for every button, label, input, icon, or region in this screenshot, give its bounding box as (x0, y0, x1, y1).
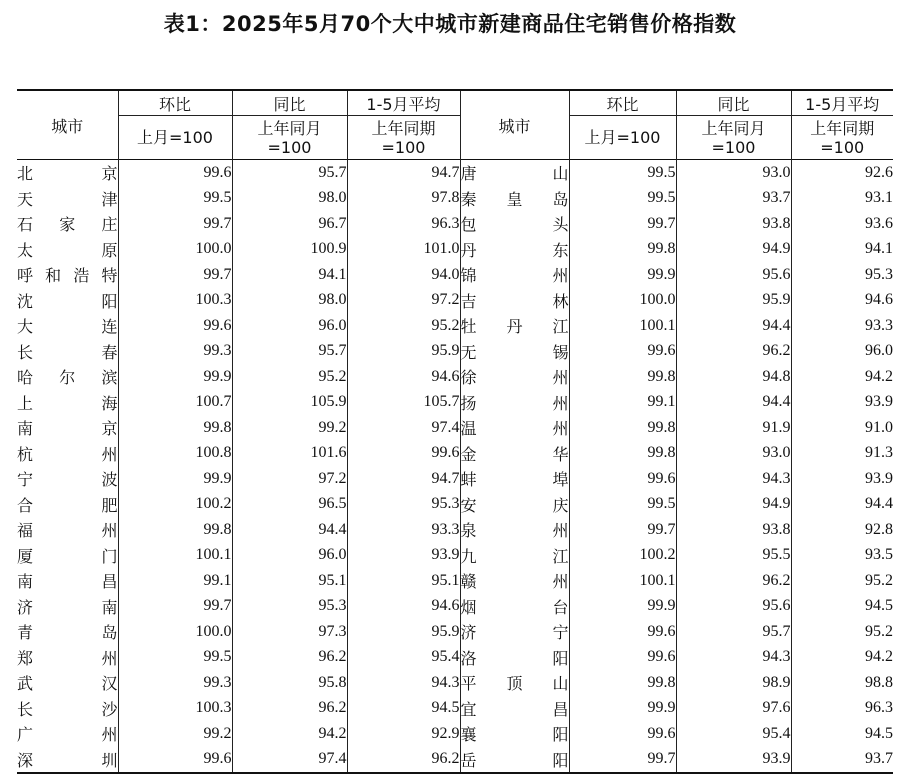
yoy-value-left: 100.9 (232, 237, 347, 263)
city-label: 南昌 (17, 572, 118, 592)
yoy-value-right: 93.7 (676, 186, 791, 212)
city-label: 烟台 (460, 597, 569, 617)
city-label: 厦门 (17, 546, 118, 566)
city-name-right (460, 492, 569, 518)
avg-base-line1: 上年同期 (371, 118, 436, 138)
city-label: 长春 (17, 342, 118, 362)
avg-value-right: 94.4 (865, 495, 893, 513)
mom-value-right: 99.8 (569, 415, 676, 441)
avg-value-right: 95.2 (865, 571, 893, 589)
city-column-header: 城市 (460, 90, 569, 160)
mom-value-left: 99.7 (118, 594, 232, 620)
yoy-value-left: 105.9 (232, 390, 347, 416)
city-label: 九江 (460, 546, 569, 566)
avg-value-left: 97.2 (347, 288, 460, 314)
table-row (17, 390, 893, 416)
yoy-value-right: 95.6 (676, 594, 791, 620)
yoy-value-left: 95.8 (232, 670, 347, 696)
city-name-left (17, 288, 118, 314)
table-row (17, 568, 893, 594)
mom-value-left: 99.2 (118, 721, 232, 747)
yoy-value-left: 95.7 (232, 339, 347, 365)
yoy-value-right: 97.6 (676, 696, 791, 722)
avg-value-left: 94.6 (347, 364, 460, 390)
table-row (17, 313, 893, 339)
city-label: 合肥 (17, 495, 118, 515)
yoy-value-left: 96.5 (232, 492, 347, 518)
city-label: 安庆 (460, 495, 569, 515)
yoy-value-left: 95.1 (232, 568, 347, 594)
city-name-left (17, 262, 118, 288)
mom-value-right: 99.7 (569, 747, 676, 774)
avg-value-right: 94.1 (865, 240, 893, 258)
yoy-value-left: 97.2 (232, 466, 347, 492)
yoy-value-right: 94.3 (676, 466, 791, 492)
mom-value-left: 99.3 (118, 339, 232, 365)
mom-value-right: 99.6 (569, 721, 676, 747)
city-label: 上海 (17, 393, 118, 413)
mom-value-left: 99.5 (118, 186, 232, 212)
city-name-right (460, 288, 569, 314)
yoy-value-right: 93.8 (676, 517, 791, 543)
mom-value-right: 99.8 (569, 441, 676, 467)
yoy-base-line2: =100 (711, 137, 756, 157)
avg-value-left: 96.2 (347, 747, 460, 774)
avg-value-left: 95.9 (347, 619, 460, 645)
city-name-right (460, 543, 569, 569)
yoy-value-right: 94.4 (676, 313, 791, 339)
mom-value-right: 100.1 (569, 568, 676, 594)
city-label: 呼和浩特 (17, 266, 118, 286)
mom-value-right: 99.9 (569, 262, 676, 288)
city-name-right (460, 237, 569, 263)
city-label: 洛阳 (460, 648, 569, 668)
mom-value-right: 99.9 (569, 696, 676, 722)
avg-value-left: 92.9 (347, 721, 460, 747)
city-label: 哈尔滨 (17, 368, 118, 388)
yoy-column-header: 同比 (232, 90, 347, 116)
yoy-value-right: 91.9 (676, 415, 791, 441)
yoy-value-left: 101.6 (232, 441, 347, 467)
city-name-left (17, 211, 118, 237)
table-row (17, 517, 893, 543)
city-name-left (17, 441, 118, 467)
table-row (17, 645, 893, 671)
mom-value-left: 99.6 (118, 313, 232, 339)
table-row (17, 415, 893, 441)
mom-value-left: 100.3 (118, 288, 232, 314)
avg-value-right: 91.0 (865, 418, 893, 436)
yoy-value-right: 93.8 (676, 211, 791, 237)
city-name-right (460, 645, 569, 671)
yoy-value-left: 94.2 (232, 721, 347, 747)
mom-value-left: 100.1 (118, 543, 232, 569)
city-name-left (17, 313, 118, 339)
mom-value-right: 100.2 (569, 543, 676, 569)
city-column-header: 城市 (17, 90, 118, 160)
city-name-left (17, 364, 118, 390)
city-label: 天津 (17, 189, 118, 209)
city-name-left (17, 568, 118, 594)
city-label: 丹东 (460, 240, 569, 260)
city-label: 太原 (17, 240, 118, 260)
mom-value-left: 100.0 (118, 619, 232, 645)
yoy-value-left: 98.0 (232, 186, 347, 212)
avg-value-right: 93.9 (865, 393, 893, 411)
yoy-value-left: 96.7 (232, 211, 347, 237)
yoy-value-left: 96.0 (232, 313, 347, 339)
avg-value-left: 95.3 (347, 492, 460, 518)
mom-value-right: 99.6 (569, 466, 676, 492)
avg-value-left: 94.3 (347, 670, 460, 696)
yoy-base-label (232, 116, 347, 160)
mom-value-right: 99.6 (569, 339, 676, 365)
avg-value-left: 94.7 (347, 160, 460, 186)
table-row (17, 466, 893, 492)
city-label: 青岛 (17, 623, 118, 643)
mom-value-right: 99.5 (569, 160, 676, 186)
city-label: 锦州 (460, 266, 569, 286)
table-row (17, 288, 893, 314)
yoy-value-right: 98.9 (676, 670, 791, 696)
mom-value-left: 99.8 (118, 517, 232, 543)
mom-value-right: 99.6 (569, 645, 676, 671)
mom-value-right: 99.7 (569, 517, 676, 543)
mom-value-left: 100.2 (118, 492, 232, 518)
city-label: 徐州 (460, 368, 569, 388)
avg-value-right: 93.3 (865, 316, 893, 334)
avg-value-right: 95.2 (865, 622, 893, 640)
city-name-left (17, 415, 118, 441)
city-name-left (17, 237, 118, 263)
avg-value-right: 95.3 (865, 265, 893, 283)
city-name-right (460, 390, 569, 416)
yoy-value-left: 95.2 (232, 364, 347, 390)
table-row (17, 186, 893, 212)
city-label: 杭州 (17, 444, 118, 464)
table-header (17, 90, 893, 160)
city-label: 济南 (17, 597, 118, 617)
avg-value-left: 96.3 (347, 211, 460, 237)
city-name-left (17, 594, 118, 620)
avg-value-left: 105.7 (347, 390, 460, 416)
avg-value-left: 94.6 (347, 594, 460, 620)
avg-value-left: 97.8 (347, 186, 460, 212)
city-name-right (460, 568, 569, 594)
city-label: 宜昌 (460, 699, 569, 719)
yoy-base-line1: 上年同月 (257, 118, 322, 138)
page-title: 表1：2025年5月70个大中城市新建商品住宅销售价格指数 (163, 12, 737, 36)
mom-value-right: 99.5 (569, 492, 676, 518)
avg-value-right: 94.5 (865, 597, 893, 615)
table-row (17, 441, 893, 467)
city-name-right (460, 211, 569, 237)
avg-value-right: 96.3 (865, 699, 893, 717)
avg-value-right: 96.0 (865, 342, 893, 360)
yoy-value-right: 93.0 (676, 441, 791, 467)
avg-base-line2: =100 (381, 137, 426, 157)
avg-base-label (347, 116, 460, 160)
mom-value-left: 99.9 (118, 466, 232, 492)
avg-value-right: 93.9 (865, 469, 893, 487)
avg-value-right: 94.5 (865, 724, 893, 742)
yoy-value-right: 94.4 (676, 390, 791, 416)
city-name-left (17, 186, 118, 212)
yoy-value-right: 94.8 (676, 364, 791, 390)
city-name-right (460, 364, 569, 390)
table-row (17, 670, 893, 696)
yoy-value-right: 95.4 (676, 721, 791, 747)
yoy-value-right: 94.9 (676, 492, 791, 518)
yoy-value-left: 98.0 (232, 288, 347, 314)
yoy-value-right: 94.9 (676, 237, 791, 263)
city-label: 南京 (17, 419, 118, 439)
avg-value-right: 93.7 (791, 747, 893, 774)
avg-base-line1: 上年同期 (810, 118, 875, 138)
city-name-left (17, 339, 118, 365)
city-label: 无锡 (460, 342, 569, 362)
yoy-value-right: 95.6 (676, 262, 791, 288)
city-label: 宁波 (17, 470, 118, 490)
avg-value-left: 95.1 (347, 568, 460, 594)
mom-value-left: 100.8 (118, 441, 232, 467)
yoy-value-right: 95.7 (676, 619, 791, 645)
city-label: 岳阳 (460, 750, 569, 770)
city-label: 广州 (17, 725, 118, 745)
mom-value-right: 99.8 (569, 364, 676, 390)
mom-base-label: 上月=100 (569, 116, 676, 160)
mom-value-left: 99.3 (118, 670, 232, 696)
avg-column-header: 1-5月平均 (791, 90, 893, 116)
table-row (17, 160, 893, 186)
city-name-right (460, 466, 569, 492)
table-row (17, 364, 893, 390)
table-row (17, 721, 893, 747)
avg-value-right: 98.8 (865, 673, 893, 691)
avg-value-right: 93.6 (865, 214, 893, 232)
avg-value-right: 94.6 (865, 291, 893, 309)
yoy-value-left: 99.2 (232, 415, 347, 441)
avg-value-left: 93.9 (347, 543, 460, 569)
mom-value-left: 99.8 (118, 415, 232, 441)
city-label: 大连 (17, 317, 118, 337)
yoy-value-left: 94.4 (232, 517, 347, 543)
city-name-left (17, 517, 118, 543)
city-label: 秦皇岛 (460, 189, 569, 209)
avg-value-right: 93.5 (865, 546, 893, 564)
mom-value-right: 99.8 (569, 670, 676, 696)
city-name-left (17, 492, 118, 518)
avg-value-right: 94.2 (865, 648, 893, 666)
city-label: 济宁 (460, 623, 569, 643)
mom-value-left: 100.3 (118, 696, 232, 722)
yoy-value-right: 95.5 (676, 543, 791, 569)
mom-value-left: 99.6 (118, 747, 232, 774)
mom-column-header: 环比 (569, 90, 676, 116)
yoy-value-right: 94.3 (676, 645, 791, 671)
city-label: 泉州 (460, 521, 569, 541)
city-name-left (17, 466, 118, 492)
city-name-right (460, 696, 569, 722)
city-label: 扬州 (460, 393, 569, 413)
yoy-base-line1: 上年同月 (701, 118, 766, 138)
table-row (17, 492, 893, 518)
avg-base-line2: =100 (820, 137, 865, 157)
city-label: 福州 (17, 521, 118, 541)
table-body (17, 160, 893, 774)
table-row (17, 237, 893, 263)
mom-column-header: 环比 (118, 90, 232, 116)
city-label: 唐山 (460, 164, 569, 184)
yoy-value-left: 97.4 (232, 747, 347, 774)
city-label: 赣州 (460, 572, 569, 592)
yoy-value-left: 96.2 (232, 696, 347, 722)
city-name-left (17, 721, 118, 747)
avg-value-left: 99.6 (347, 441, 460, 467)
avg-value-right: 91.3 (865, 444, 893, 462)
city-name-left (17, 696, 118, 722)
yoy-value-right: 96.2 (676, 568, 791, 594)
city-label: 襄阳 (460, 725, 569, 745)
mom-base-label: 上月=100 (118, 116, 232, 160)
city-label: 长沙 (17, 699, 118, 719)
avg-value-left: 95.4 (347, 645, 460, 671)
city-label: 沈阳 (17, 291, 118, 311)
avg-base-label (791, 116, 893, 160)
mom-value-left: 99.7 (118, 262, 232, 288)
mom-value-left: 100.7 (118, 390, 232, 416)
table-row (17, 594, 893, 620)
city-name-right (460, 619, 569, 645)
table-row (17, 262, 893, 288)
city-label: 平顶山 (460, 674, 569, 694)
city-name-right (460, 594, 569, 620)
yoy-value-left: 97.3 (232, 619, 347, 645)
city-name-right (460, 313, 569, 339)
avg-value-right: 94.2 (865, 367, 893, 385)
yoy-base-line2: =100 (267, 137, 312, 157)
city-name-right (460, 262, 569, 288)
city-label: 金华 (460, 444, 569, 464)
mom-value-left: 99.1 (118, 568, 232, 594)
mom-value-left: 99.7 (118, 211, 232, 237)
table-row (17, 619, 893, 645)
city-name-right (460, 747, 569, 774)
table-row (17, 543, 893, 569)
mom-value-right: 100.1 (569, 313, 676, 339)
yoy-column-header: 同比 (676, 90, 791, 116)
city-name-right (460, 160, 569, 186)
city-label: 石家庄 (17, 215, 118, 235)
city-label: 蚌埠 (460, 470, 569, 490)
city-name-left (17, 543, 118, 569)
mom-value-left: 99.5 (118, 645, 232, 671)
mom-value-left: 100.0 (118, 237, 232, 263)
yoy-value-right: 93.9 (676, 747, 791, 774)
city-name-right (460, 441, 569, 467)
avg-value-left: 94.0 (347, 262, 460, 288)
price-index-table (17, 89, 893, 774)
city-label: 郑州 (17, 648, 118, 668)
city-name-left (17, 670, 118, 696)
table-row (17, 339, 893, 365)
city-label: 温州 (460, 419, 569, 439)
mom-value-right: 99.1 (569, 390, 676, 416)
city-name-left (17, 619, 118, 645)
avg-value-left: 95.2 (347, 313, 460, 339)
city-name-right (460, 670, 569, 696)
yoy-base-label (676, 116, 791, 160)
city-name-left (17, 390, 118, 416)
city-label: 包头 (460, 215, 569, 235)
avg-value-right: 92.8 (865, 520, 893, 538)
avg-column-header: 1-5月平均 (347, 90, 460, 116)
table-row (17, 211, 893, 237)
avg-value-right: 93.1 (865, 189, 893, 207)
mom-value-right: 99.9 (569, 594, 676, 620)
city-name-left (17, 160, 118, 186)
city-name-right (460, 415, 569, 441)
avg-value-left: 93.3 (347, 517, 460, 543)
city-name-right (460, 517, 569, 543)
yoy-value-right: 96.2 (676, 339, 791, 365)
avg-value-right: 92.6 (865, 163, 893, 181)
city-label: 牡丹江 (460, 317, 569, 337)
mom-value-left: 99.6 (118, 160, 232, 186)
table-row (17, 747, 893, 774)
yoy-value-left: 96.2 (232, 645, 347, 671)
avg-value-left: 94.7 (347, 466, 460, 492)
city-name-left (17, 645, 118, 671)
avg-value-left: 94.5 (347, 696, 460, 722)
city-name-right (460, 186, 569, 212)
city-name-left (17, 747, 118, 774)
avg-value-left: 101.0 (347, 237, 460, 263)
mom-value-left: 99.9 (118, 364, 232, 390)
yoy-value-left: 94.1 (232, 262, 347, 288)
mom-value-right: 99.6 (569, 619, 676, 645)
mom-value-right: 99.8 (569, 237, 676, 263)
city-label: 武汉 (17, 674, 118, 694)
city-label: 深圳 (17, 750, 118, 770)
yoy-value-left: 95.3 (232, 594, 347, 620)
yoy-value-left: 95.7 (232, 160, 347, 186)
table-row (17, 696, 893, 722)
city-name-right (460, 339, 569, 365)
yoy-value-right: 95.9 (676, 288, 791, 314)
avg-value-left: 97.4 (347, 415, 460, 441)
avg-value-left: 95.9 (347, 339, 460, 365)
city-label: 北京 (17, 164, 118, 184)
yoy-value-left: 96.0 (232, 543, 347, 569)
mom-value-right: 100.0 (569, 288, 676, 314)
city-name-right (460, 721, 569, 747)
mom-value-right: 99.7 (569, 211, 676, 237)
mom-value-right: 99.5 (569, 186, 676, 212)
city-label: 吉林 (460, 291, 569, 311)
yoy-value-right: 93.0 (676, 160, 791, 186)
